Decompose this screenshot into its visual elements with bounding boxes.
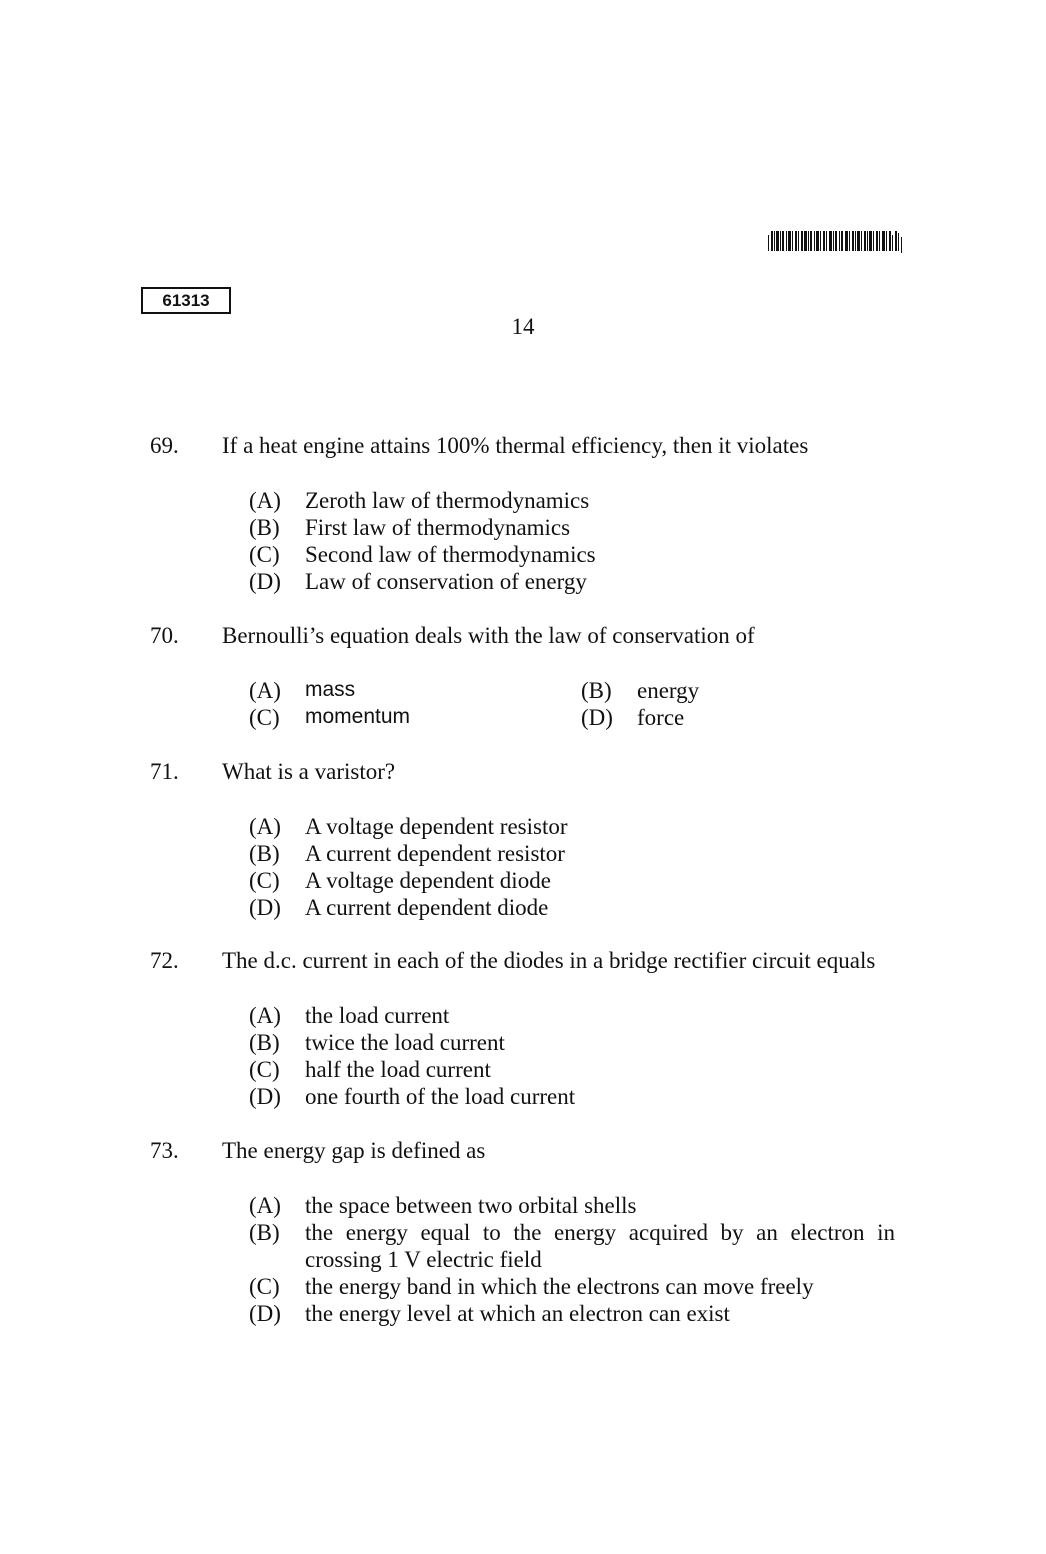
question-text: Bernoulli’s equation deals with the law of conservation of bbox=[222, 623, 755, 648]
option-text: Law of conservation of energy bbox=[305, 569, 587, 594]
question-text: What is a varistor? bbox=[222, 759, 396, 784]
option-label: (B) bbox=[249, 515, 280, 540]
question-text: The d.c. current in each of the diodes in a bridge rectifier circuit equals bbox=[222, 948, 876, 973]
option-text: Zeroth law of thermodynamics bbox=[305, 488, 590, 513]
question-number: 73. bbox=[150, 1138, 179, 1163]
option-text: the space between two orbital shells bbox=[305, 1193, 637, 1218]
paper-code: 61313 bbox=[141, 287, 231, 314]
option-label: (A) bbox=[249, 814, 281, 839]
question-number: 72. bbox=[150, 948, 179, 973]
barcode bbox=[768, 231, 908, 253]
option-text: energy bbox=[637, 678, 700, 703]
option-b-continuation bbox=[305, 1247, 542, 1273]
option-label: (B) bbox=[581, 678, 612, 703]
option-text: A current dependent diode bbox=[305, 895, 549, 920]
option-text: one fourth of the load current bbox=[305, 1084, 576, 1109]
page-number: 14 bbox=[511, 314, 535, 339]
question-number: 69. bbox=[150, 433, 179, 458]
option-text: twice the load current bbox=[305, 1030, 505, 1055]
option-label: (D) bbox=[249, 895, 281, 920]
option-text: the energy band in which the electrons can move freely bbox=[305, 1274, 814, 1299]
question-number: 71. bbox=[150, 759, 179, 784]
option-label: (D) bbox=[249, 1084, 281, 1109]
option-text: First law of thermodynamics bbox=[305, 515, 571, 540]
option-label: (D) bbox=[249, 1301, 281, 1326]
question-text: If a heat engine attains 100% thermal efficiency, then it violates bbox=[222, 433, 809, 458]
option-label: (A) bbox=[249, 1003, 281, 1028]
option-text-line2: crossing 1 V electric field bbox=[305, 1247, 542, 1272]
option-label: (A) bbox=[249, 488, 281, 513]
question-text: The energy gap is defined as bbox=[222, 1138, 486, 1163]
option-text: mass bbox=[305, 678, 356, 701]
option-label: (C) bbox=[249, 542, 280, 567]
option-text: momentum bbox=[305, 705, 411, 728]
option-text: A current dependent resistor bbox=[305, 841, 565, 866]
question-number: 70. bbox=[150, 623, 179, 648]
option-label: (A) bbox=[249, 1193, 281, 1218]
option-label: (B) bbox=[249, 1220, 280, 1245]
option-text: A voltage dependent resistor bbox=[305, 814, 568, 839]
option-text: force bbox=[637, 705, 685, 730]
option-text: the energy level at which an electron can exist bbox=[305, 1301, 730, 1326]
option-label: (C) bbox=[249, 868, 280, 893]
option-label: (C) bbox=[249, 1274, 280, 1299]
option-text: Second law of thermodynamics bbox=[305, 542, 596, 567]
option-text: the load current bbox=[305, 1003, 450, 1028]
option-label: (C) bbox=[249, 1057, 280, 1082]
option-label: (B) bbox=[249, 1030, 280, 1055]
option-text: A voltage dependent diode bbox=[305, 868, 551, 893]
option-text: the energy equal to the energy acquired by an electron in bbox=[305, 1220, 895, 1245]
option-label: (D) bbox=[581, 705, 613, 730]
option-text: half the load current bbox=[305, 1057, 491, 1082]
option-label: (A) bbox=[249, 678, 281, 703]
option-label: (C) bbox=[249, 705, 280, 730]
option-label: (D) bbox=[249, 569, 281, 594]
option-label: (B) bbox=[249, 841, 280, 866]
